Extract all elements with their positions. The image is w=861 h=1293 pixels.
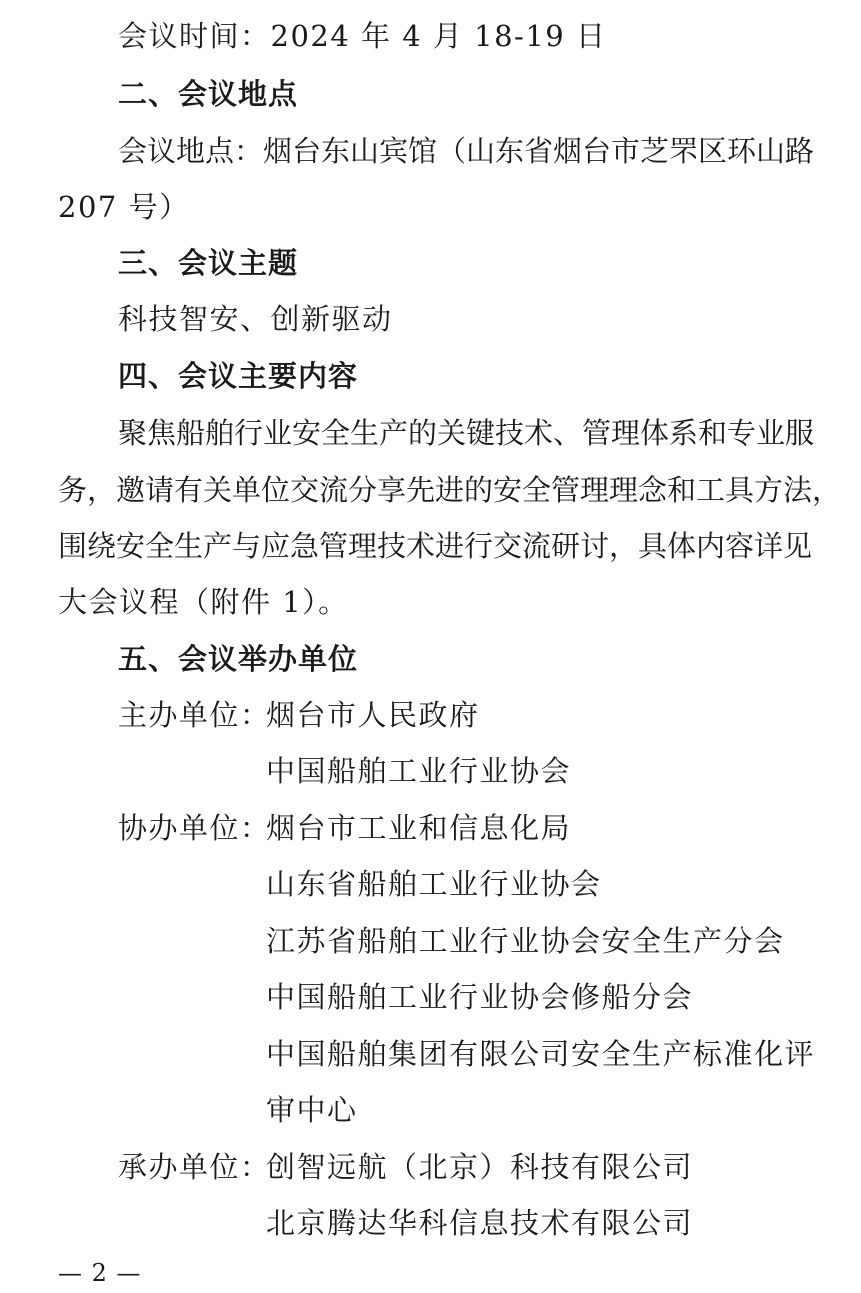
host-org-1: 烟台市人民政府 xyxy=(266,698,480,732)
location-line-2: 207 号） xyxy=(58,190,190,224)
co-org-5-line-1: 中国船舶集团有限公司安全生产标准化评 xyxy=(266,1037,816,1071)
organizer-org-1: 创智远航（北京）科技有限公司 xyxy=(266,1150,694,1184)
co-row-1 xyxy=(118,808,571,848)
section-heading-content: 四、会议主要内容 xyxy=(118,359,359,393)
host-org-2: 中国船舶工业行业协会 xyxy=(266,754,572,788)
section-heading-location: 二、会议地点 xyxy=(118,77,299,111)
co-org-4: 中国船舶工业行业协会修船分会 xyxy=(266,980,694,1014)
theme-text: 科技智安、创新驱动 xyxy=(118,302,393,336)
host-row-1 xyxy=(118,695,480,735)
content-line-1: 聚焦船舶行业安全生产的关键技术、管理体系和专业服 xyxy=(118,416,815,450)
co-label: 协办单位： xyxy=(118,811,271,845)
section-heading-theme: 三、会议主题 xyxy=(118,246,299,280)
organizer-org-2: 北京腾达华科信息技术有限公司 xyxy=(266,1206,694,1240)
section-heading-organizers: 五、会议举办单位 xyxy=(118,642,359,676)
content-line-2: 务，邀请有关单位交流分享先进的安全管理理念和工具方法， xyxy=(58,473,842,507)
page-number: — 2 — xyxy=(58,1259,142,1287)
content-line-4: 大会议程（附件 1）。 xyxy=(58,585,349,619)
co-org-3: 江苏省船舶工业行业协会安全生产分会 xyxy=(266,924,785,958)
location-line-1: 会议地点：烟台东山宾馆（山东省烟台市芝罘区环山路 xyxy=(118,134,815,168)
organizer-row-1 xyxy=(118,1147,693,1187)
co-org-1: 烟台市工业和信息化局 xyxy=(266,811,572,845)
host-label: 主办单位： xyxy=(118,698,271,732)
co-org-5-line-2: 审中心 xyxy=(266,1093,358,1127)
organizer-label: 承办单位： xyxy=(118,1150,271,1184)
meeting-time: 会议时间：2024 年 4 月 18-19 日 xyxy=(118,19,607,53)
content-line-3: 围绕安全生产与应急管理技术进行交流研讨，具体内容详见 xyxy=(58,529,813,563)
co-org-2: 山东省船舶工业行业协会 xyxy=(266,867,602,901)
